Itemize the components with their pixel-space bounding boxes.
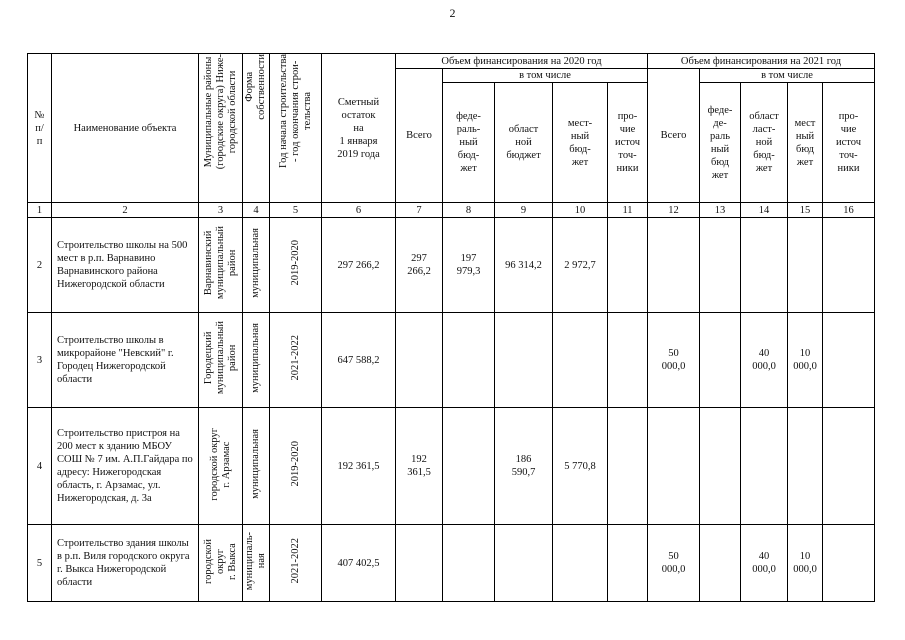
table-row [28, 525, 875, 602]
local-2020: 2 972,7 [553, 218, 608, 313]
column-number: 8 [443, 203, 495, 218]
header-regional-2020: област ной бюджет [495, 83, 553, 203]
local-2020: 5 770,8 [553, 408, 608, 525]
table-row [28, 408, 875, 525]
total-2021 [648, 408, 700, 525]
page-number: 2 [449, 6, 456, 20]
other-2020 [608, 313, 648, 408]
header-name: Наименование объекта [52, 54, 199, 203]
local-2021 [788, 408, 823, 525]
local-2021: 10 000,0 [788, 525, 823, 602]
object-name: Строительство здания школы в р.п. Виля городского округа г. Выкса Нижегородской области [52, 525, 199, 602]
header-regional-2021: област ласт- ной бюд- жет [741, 83, 788, 203]
federal-2020 [443, 525, 495, 602]
construction-years: 2019-2020 [289, 441, 301, 487]
ownership: муниципальная [250, 228, 261, 298]
other-2021 [823, 313, 875, 408]
header-balance: Сметный остаток на 1 января 2019 года [322, 54, 396, 203]
district: городской округ г. Выкса [202, 538, 238, 584]
estimated-balance: 297 266,2 [322, 218, 396, 313]
local-2021: 10 000,0 [788, 313, 823, 408]
estimated-balance: 407 402,5 [322, 525, 396, 602]
other-2020 [608, 218, 648, 313]
local-2020 [553, 525, 608, 602]
column-number: 16 [823, 203, 875, 218]
regional-2020: 186 590,7 [495, 408, 553, 525]
total-2020: 297 266,2 [396, 218, 443, 313]
column-number: 3 [199, 203, 243, 218]
header-federal-2021: феде- де- раль ный бюд жет [700, 83, 741, 203]
estimated-balance: 192 361,5 [322, 408, 396, 525]
header-including-2021: в том числе [700, 69, 875, 83]
financing-table [27, 53, 875, 602]
district: городской округ г. Арзамас [208, 427, 232, 501]
regional-2020: 96 314,2 [495, 218, 553, 313]
federal-2020: 197 979,3 [443, 218, 495, 313]
total-2020: 192 361,5 [396, 408, 443, 525]
header-no: № п/ п [28, 54, 52, 203]
column-number: 14 [741, 203, 788, 218]
row-no: 4 [28, 408, 52, 525]
header-other-2021: про- чие источ точ- ники [823, 83, 875, 203]
object-name: Строительство школы на 500 мест в р.п. Варнавино Варнавинского района Нижегородской области [52, 218, 199, 313]
regional-2020 [495, 313, 553, 408]
column-number: 10 [553, 203, 608, 218]
construction-years: 2019-2020 [289, 240, 301, 286]
regional-2021 [741, 408, 788, 525]
ownership: муниципаль- ная [244, 531, 267, 591]
total-2021 [648, 218, 700, 313]
header-total-2021: Всего [648, 69, 700, 203]
header-financing-2020: Объем финансирования на 2020 год [396, 54, 648, 69]
federal-2021 [700, 525, 741, 602]
header-local-2021: мест ный бюд жет [788, 83, 823, 203]
federal-2021 [700, 218, 741, 313]
construction-years: 2021-2022 [289, 538, 301, 584]
total-2021: 50 000,0 [648, 525, 700, 602]
local-2021 [788, 218, 823, 313]
regional-2020 [495, 525, 553, 602]
federal-2020 [443, 313, 495, 408]
object-name: Строительство пристроя на 200 мест к зданию МБОУ СОШ № 7 им. А.П.Гайдара по адресу: Нижегородская область, г. Арзамас, ул. Нижегородская, д. 3а [52, 408, 199, 525]
table-row [28, 313, 875, 408]
other-2021 [823, 525, 875, 602]
header-other-2020: про- чие источ точ- ники [608, 83, 648, 203]
header-including-2020: в том числе [443, 69, 648, 83]
district: Городецкий муниципальный район [202, 321, 238, 395]
column-number: 6 [322, 203, 396, 218]
regional-2021: 40 000,0 [741, 313, 788, 408]
column-number: 13 [700, 203, 741, 218]
local-2020 [553, 313, 608, 408]
header-federal-2020: феде- раль- ный бюд- жет [443, 83, 495, 203]
row-no: 3 [28, 313, 52, 408]
column-number: 2 [52, 203, 199, 218]
other-2021 [823, 408, 875, 525]
column-number: 12 [648, 203, 700, 218]
column-number: 11 [608, 203, 648, 218]
estimated-balance: 647 588,2 [322, 313, 396, 408]
total-2020 [396, 525, 443, 602]
column-number: 4 [243, 203, 270, 218]
column-number: 7 [396, 203, 443, 218]
header-financing-2021: Объем финансирования на 2021 год [648, 54, 875, 69]
federal-2021 [700, 313, 741, 408]
row-no: 2 [28, 218, 52, 313]
other-2020 [608, 525, 648, 602]
other-2021 [823, 218, 875, 313]
ownership: муниципальная [250, 323, 261, 393]
column-number: 1 [28, 203, 52, 218]
header-district: Муниципальные районы (городские округа) Ниже- городской области [202, 54, 238, 170]
other-2020 [608, 408, 648, 525]
regional-2021: 40 000,0 [741, 525, 788, 602]
column-number: 15 [788, 203, 823, 218]
district: Варнавинский муниципальный район [202, 226, 238, 300]
federal-2021 [700, 408, 741, 525]
header-local-2020: мест- ный бюд- жет [553, 83, 608, 203]
total-2020 [396, 313, 443, 408]
header-years: Год начала строительства - год окончания строи- тельства [277, 54, 313, 168]
table-row [28, 218, 875, 313]
federal-2020 [443, 408, 495, 525]
header-ownership: Форма собственности [244, 54, 267, 120]
column-number: 9 [495, 203, 553, 218]
row-no: 5 [28, 525, 52, 602]
header-total-2020: Всего [396, 69, 443, 203]
construction-years: 2021-2022 [289, 335, 301, 381]
column-number-row [28, 203, 875, 218]
regional-2021 [741, 218, 788, 313]
object-name: Строительство школы в микрорайоне "Невский" г. Городец Нижегородской области [52, 313, 199, 408]
column-number: 5 [270, 203, 322, 218]
ownership: муниципальная [250, 429, 261, 499]
total-2021: 50 000,0 [648, 313, 700, 408]
